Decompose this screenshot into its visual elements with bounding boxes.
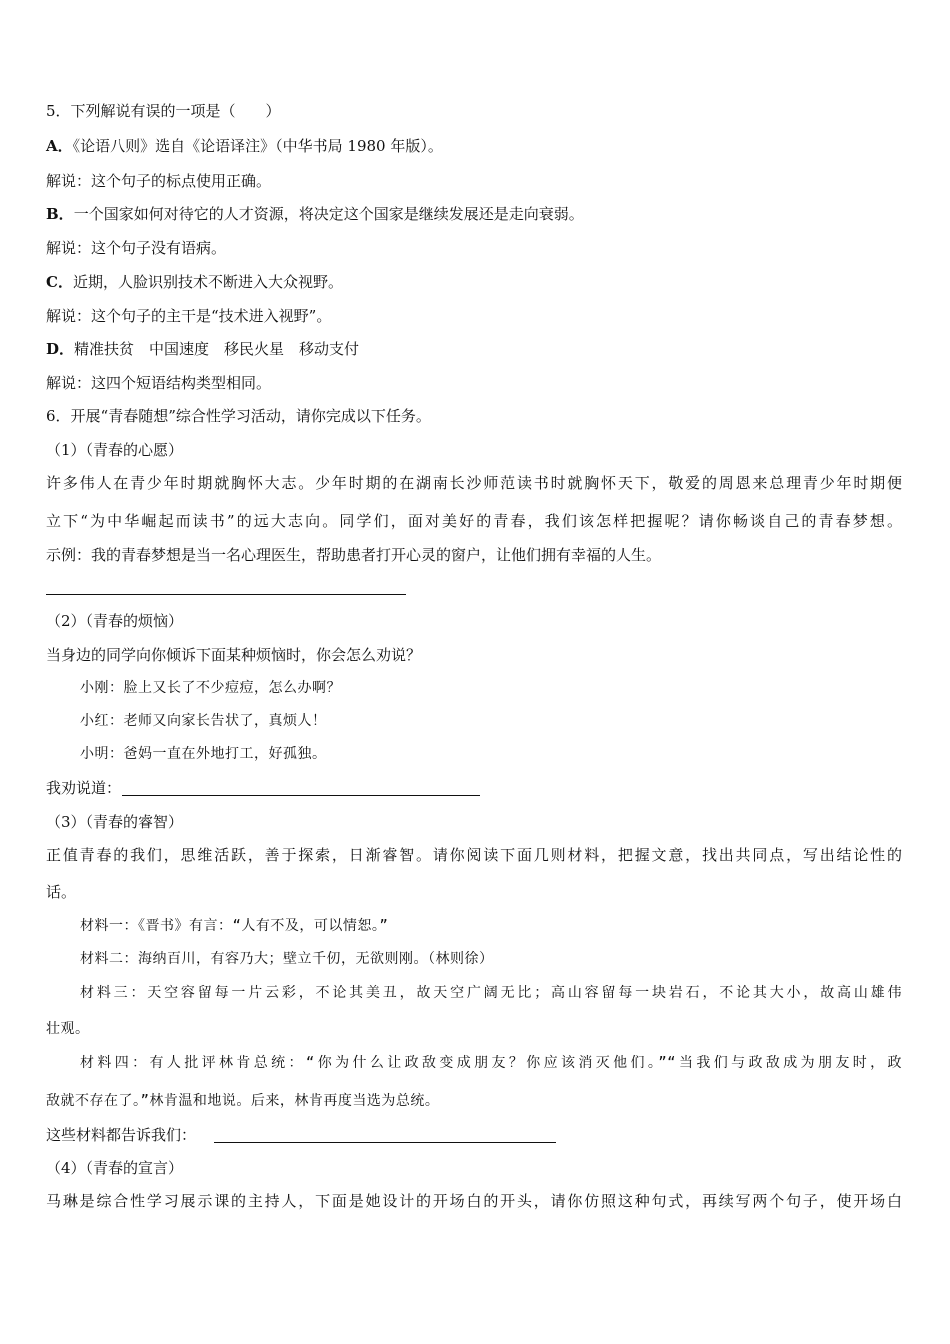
material-3-line1: 材料三：天空容留每一片云彩，不论其美丑，故天空广阔无比；高山容留每一块岩石，不论其大小，故高山雄伟 xyxy=(80,985,902,1001)
option-d-text: 精准扶贫 中国速度 移民火星 移动支付 xyxy=(74,340,360,358)
q5-option-a xyxy=(46,136,443,156)
q6-part4-prompt: 马琳是综合性学习展示课的主持人，下面是她设计的开场白的开头，请你仿照这种句式，再续写两个句子，使开场白 xyxy=(46,1192,902,1210)
q5-option-d xyxy=(46,339,359,359)
option-d-label: D． xyxy=(46,340,75,358)
answer-blank-3[interactable] xyxy=(214,1142,556,1143)
material-1: 材料一：《晋书》有言：“人有不及，可以情恕。” xyxy=(80,918,389,934)
q6-part3-answer-row xyxy=(46,1125,196,1145)
q6-part2-prompt: 当身边的同学向你倾诉下面某种烦恼时，你会怎么劝说？ xyxy=(46,646,422,664)
dialogue-xiaogang: 小刚：脸上又长了不少痘痘，怎么办啊？ xyxy=(80,680,341,696)
q6-part2-answer-row xyxy=(46,778,121,798)
option-c-text: 近期，人脸识别技术不断进入大众视野。 xyxy=(72,273,343,291)
material-4-line2: 敌就不存在了。”林肯温和地说。后来，林肯再度当选为总统。 xyxy=(46,1093,440,1109)
answer-label-3: 这些材料都告诉我们： xyxy=(46,1126,197,1144)
q6-part3-prompt-line2: 话。 xyxy=(46,883,77,901)
q6-part3-title: （3）（青春的睿智） xyxy=(46,813,184,831)
answer-label-2: 我劝说道： xyxy=(46,779,122,797)
q6-part3-prompt-line1: 正值青春的我们，思维活跃，善于探索，日渐睿智。请你阅读下面几则材料，把握文意，找出共同点，写出结论性的 xyxy=(46,846,902,864)
q5-option-d-explanation: 解说：这四个短语结构类型相同。 xyxy=(46,374,272,392)
option-a-text: 《论语八则》选自《论语译注》（中华书局 1980 年版）。 xyxy=(72,137,443,155)
q6-part1-text-line2: 立下“为中华崛起而读书”的远大志向。同学们，面对美好的青春，我们该怎样把握呢？请你畅谈自己的青春梦想。 xyxy=(46,512,902,530)
option-a-label: A． xyxy=(46,137,73,155)
q5-option-b-explanation: 解说：这个句子没有语病。 xyxy=(46,239,227,257)
dialogue-xiaohong: 小红：老师又向家长告状了，真烦人！ xyxy=(80,713,327,729)
q5-option-a-explanation: 解说：这个句子的标点使用正确。 xyxy=(46,172,272,190)
option-b-label: B． xyxy=(46,205,74,223)
material-4-line1: 材料四：有人批评林肯总统：“你为什么让政敌变成朋友？你应该消灭他们。”“当我们与政敌成为朋友时，政 xyxy=(80,1055,902,1071)
answer-blank-2[interactable] xyxy=(122,795,480,796)
q6-part1-text-line1: 许多伟人在青少年时期就胸怀大志。少年时期的在湖南长沙师范读书时就胸怀天下，敬爱的周恩来总理青少年时期便 xyxy=(46,474,902,492)
material-3-line2: 壮观。 xyxy=(46,1021,90,1037)
q6-part1-example: 示例：我的青春梦想是当一名心理医生，帮助患者打开心灵的窗户，让他们拥有幸福的人生。 xyxy=(46,546,662,564)
answer-blank-1[interactable] xyxy=(46,594,406,595)
q6-part2-title: （2）（青春的烦恼） xyxy=(46,612,184,630)
material-2: 材料二：海纳百川，有容乃大；壁立千仞，无欲则刚。（林则徐） xyxy=(80,951,494,967)
option-b-text: 一个国家如何对待它的人才资源，将决定这个国家是继续发展还是走向衰弱。 xyxy=(73,205,584,223)
q5-stem: 5．下列解说有误的一项是（ ） xyxy=(46,102,281,120)
q5-option-b xyxy=(46,204,584,224)
q6-part4-title: （4）（青春的宣言） xyxy=(46,1159,184,1177)
option-c-label: C． xyxy=(46,273,73,291)
q5-option-c-explanation: 解说：这个句子的主干是“技术进入视野”。 xyxy=(46,307,332,325)
q6-part1-title: （1）（青春的心愿） xyxy=(46,441,184,459)
q6-stem: 6．开展“青春随想”综合性学习活动，请你完成以下任务。 xyxy=(46,407,431,425)
dialogue-xiaoming: 小明：爸妈一直在外地打工，好孤独。 xyxy=(80,746,327,762)
q5-option-c xyxy=(46,272,343,292)
